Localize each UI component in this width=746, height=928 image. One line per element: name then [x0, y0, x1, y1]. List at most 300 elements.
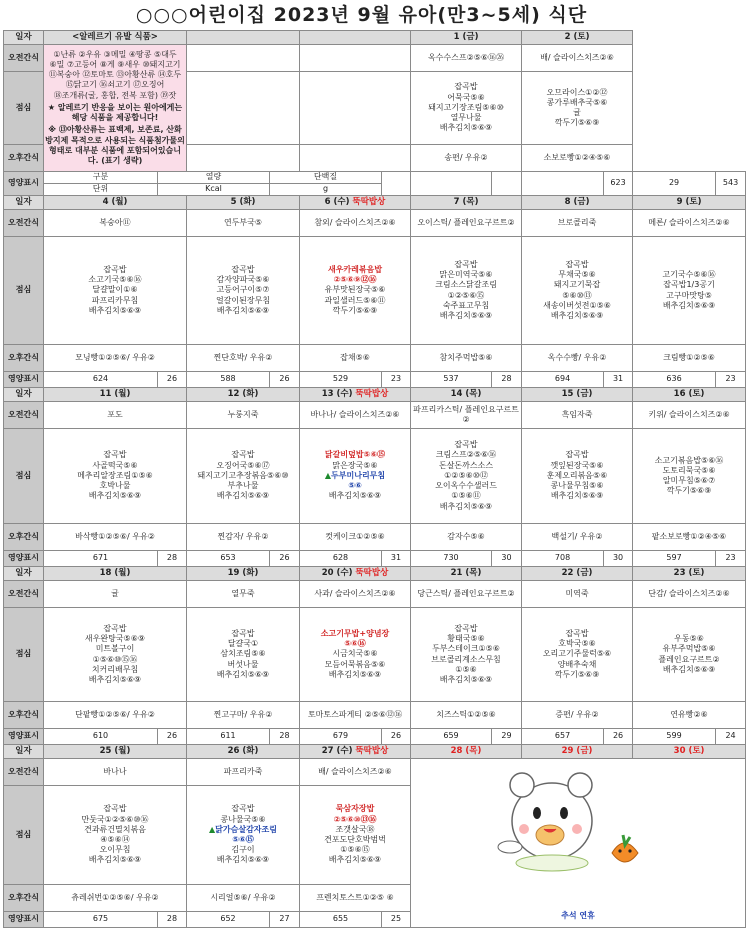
row-label-nutrition: 영양표시	[4, 551, 44, 567]
day-date: 5 (화)	[187, 196, 300, 210]
date-row	[4, 196, 746, 210]
menu-item: 삼치조림⑤⑥	[220, 649, 266, 659]
menu-item: 배추김치⑤⑥⑨	[550, 310, 604, 320]
menu-item: ①⑤⑥⑩⑮⑯	[92, 654, 138, 664]
allergy-line: ①난류 ②우유 ③메밀 ④땅콩 ⑤대두	[53, 49, 177, 59]
menu-item: 크림소스닭갈조림	[435, 280, 497, 290]
day-date: 14 (목)	[411, 388, 522, 402]
row-label-am-snack: 오전간식	[4, 402, 44, 429]
kcal-value	[492, 172, 522, 196]
menu-item: 알미무침⑤⑥⑦	[662, 476, 716, 485]
day-date	[300, 745, 411, 759]
day-date: 1 (금)	[411, 31, 522, 45]
menu-item: 호박국⑤⑥	[558, 639, 596, 649]
menu-item: 호박나물	[99, 481, 131, 491]
lunch-menu	[633, 237, 746, 345]
kcal-value: 671	[44, 551, 158, 567]
menu-item: 깍두기⑤⑥⑨	[554, 118, 600, 128]
kcal-value: 659	[411, 729, 492, 745]
menu-item: 맑은미역국⑤⑥	[439, 270, 493, 280]
tree-menu	[188, 825, 298, 835]
menu-item: 우동⑤⑥	[674, 634, 704, 644]
special-menu-allergens: ②⑤⑥⑨⑫⑯	[333, 275, 377, 285]
menu-item: 잡곡밥1/3공기	[663, 280, 715, 290]
kcal-value: 653	[187, 551, 270, 567]
menu-item: 견과류건멸치볶음	[84, 824, 146, 834]
am-snack: 누룽지죽	[187, 402, 300, 429]
special-day-badge: 뚝딱밥상	[352, 197, 386, 208]
nutrition-head-0: 단위	[44, 184, 158, 196]
pm-snack: 시리얼⑤⑥/ 우유②	[187, 885, 300, 912]
row-label-lunch: 점심	[4, 608, 44, 702]
am-snack: 사과/ 슬라이스치즈②⑥	[300, 581, 411, 608]
menu-item: 잡곡밥	[454, 82, 478, 92]
menu-item: 돼지고기고추장볶음⑤⑥⑩	[197, 470, 289, 480]
kcal-value: 610	[44, 729, 158, 745]
protein-value: 26	[382, 729, 411, 745]
row-label-am-snack: 오전간식	[4, 581, 44, 608]
lunch-menu	[522, 237, 633, 345]
tree-menu-allergens: ⑤⑥⑮	[232, 835, 254, 844]
menu-item: 배추김치⑤⑥⑨	[88, 855, 142, 865]
lunch-menu	[187, 608, 300, 702]
kcal-value: 543	[716, 172, 746, 196]
menu-item: 오이옥수수샐러드	[435, 481, 497, 491]
pm-snack: 옥수수빵/ 우유②	[522, 345, 633, 372]
menu-item: 어묵국⑤⑥	[447, 92, 485, 102]
menu-item: 배추김치⑤⑥⑨	[216, 855, 270, 865]
meal-plan-table	[3, 30, 746, 928]
menu-item: 깍두기⑤⑥⑨	[666, 486, 712, 496]
tree-menu	[301, 471, 409, 481]
row-label-date: 일자	[4, 31, 44, 45]
menu-item: 배추김치⑤⑥⑨	[88, 674, 142, 684]
menu-item: 감자양파국⑤⑥	[216, 275, 270, 285]
menu-item: 모듬어묵볶음⑤⑥	[324, 659, 386, 669]
menu-item: ⑤⑥⑩⑬	[562, 290, 592, 300]
am-snack: 연두부국⑤	[187, 210, 300, 237]
menu-item: 새우완탕국⑤⑥⑨	[84, 634, 146, 644]
menu-item: 시금치국⑤⑥	[332, 649, 378, 659]
am-snack: 파프리카스틱/ 플레인요구르트②	[411, 402, 522, 429]
kcal-value: 628	[300, 551, 382, 567]
lunch-menu	[187, 72, 300, 145]
pm-snack: 소보로빵①②④⑤⑥	[522, 145, 633, 172]
day-date-text: 27 (수)	[321, 746, 356, 757]
pm-snack: 프렌치토스트①②⑤ ⑥	[300, 885, 411, 912]
date-row	[4, 567, 746, 581]
pm-snack	[300, 145, 411, 172]
pm-snack: 모닝빵①②⑤⑥/ 우유②	[44, 345, 187, 372]
protein-value: 26	[604, 729, 633, 745]
kcal-value: 652	[187, 912, 270, 928]
menu-item: 돈살돈까스소스	[438, 460, 494, 470]
menu-item: 오므라이스①②⑫	[546, 87, 608, 97]
menu-item: 잡곡밥	[565, 450, 589, 460]
kcal-value	[382, 172, 411, 196]
tree-icon: ▲	[324, 470, 332, 480]
protein-value: 31	[604, 372, 633, 388]
day-date	[187, 31, 300, 45]
menu-item: 유부주먹밥⑤⑥	[662, 644, 716, 654]
menu-item: 치커리배무침	[91, 664, 139, 674]
menu-item: 부추나물	[227, 481, 259, 491]
menu-item: 배추김치⑤⑥⑨	[216, 669, 270, 679]
protein-value: 31	[382, 551, 411, 567]
pm-snack: 증편/ 우유②	[522, 702, 633, 729]
protein-value: 28	[492, 372, 522, 388]
am-snack: 브로콜리죽	[522, 210, 633, 237]
pm-snack: 백설기/ 우유②	[522, 524, 633, 551]
am-snack: 귤	[44, 581, 187, 608]
menu-item: ①⑤⑥⑮	[340, 845, 370, 855]
row-label-pm-snack: 오후간식	[4, 702, 44, 729]
menu-item: 오징어국⑤⑥⑰	[216, 460, 270, 470]
menu-item: 배추김치⑤⑥⑨	[328, 855, 382, 865]
day-date	[300, 31, 411, 45]
special-menu: 새우카레볶음밥	[327, 264, 383, 274]
pm-snack: 연유빵②⑥	[633, 702, 746, 729]
protein-value: 24	[716, 729, 746, 745]
lunch-menu	[44, 608, 187, 702]
kcal-value: 529	[300, 372, 382, 388]
row-label-nutrition: 영양표시	[4, 372, 44, 388]
menu-item: 배추김치⑤⑥⑨	[439, 674, 493, 684]
row-label-date: 일자	[4, 196, 44, 210]
special-menu: 묵삼자장밥	[335, 804, 375, 814]
lunch-menu	[300, 72, 411, 145]
menu-item: 돼지고기장조림⑤⑥⑩	[428, 102, 504, 112]
menu-item: 잡곡밥	[103, 264, 127, 274]
menu-item: 배추김치⑤⑥⑨	[88, 491, 142, 501]
protein-value: 23	[716, 551, 746, 567]
am-snack: 옥수수스프②⑤⑥⑯㉖	[411, 45, 522, 72]
menu-item: ①②⑤⑥⑮	[447, 290, 485, 300]
protein-value: 29	[633, 172, 716, 196]
am-snack	[300, 45, 411, 72]
nutrition-head-2: 단백질	[270, 172, 382, 184]
menu-item: 황태국⑤⑥	[447, 634, 485, 644]
menu-item: 맑은장국⑤⑥	[332, 460, 378, 470]
menu-item: 배추김치⑤⑥⑨	[439, 501, 493, 511]
lunch-menu	[44, 237, 187, 345]
kcal-value: 623	[604, 172, 633, 196]
menu-item: 고등어구이⑤⑦	[216, 285, 270, 295]
special-day-badge: 뚝딱밥상	[355, 389, 389, 400]
pm-snack: 크림빵①②⑤⑥	[633, 345, 746, 372]
am-snack: 바나나	[44, 759, 187, 786]
menu-item: 브로콜리계소스무침	[431, 654, 501, 664]
menu-item: 잡곡밥	[103, 450, 127, 460]
nutrition-head-2: g	[270, 184, 382, 196]
menu-item: 두부스테이크①⑤⑥	[432, 644, 500, 654]
row-label-date: 일자	[4, 388, 44, 402]
day-date-text: 20 (수)	[321, 568, 356, 579]
day-date: 7 (목)	[411, 196, 522, 210]
menu-item: ④⑤⑥⑭	[100, 835, 130, 844]
kcal-value: 657	[522, 729, 604, 745]
pm-snack: 컷케이크①②⑤⑥	[300, 524, 411, 551]
menu-item: 잡곡밥	[103, 804, 127, 814]
special-menu: 소고기무밥+양념장	[320, 628, 390, 638]
menu-item: 고기국수⑤⑥⑯	[662, 270, 716, 280]
day-date: 29 (금)	[522, 745, 633, 759]
holiday-label: 추석 연휴	[561, 910, 595, 920]
row-label-lunch: 점심	[4, 786, 44, 885]
day-date: 18 (월)	[44, 567, 187, 581]
pm-snack	[187, 145, 300, 172]
special-day-badge: 뚝딱밥상	[355, 568, 389, 579]
allergy-line: ★ 알레르기 반응을 보이는 원아에게는 해당 식품을 제공합니다!	[47, 102, 183, 123]
nutrition-head-1: 열량	[158, 172, 270, 184]
kcal-value: 708	[522, 551, 604, 567]
day-date: 19 (화)	[187, 567, 300, 581]
row-label-pm-snack: 오후간식	[4, 345, 44, 372]
special-menu-allergens: ⑤⑥⑯	[344, 639, 366, 649]
menu-item: 파프리카무침	[91, 295, 139, 305]
menu-item: 훈제오리볶음⑤⑥	[546, 470, 608, 480]
pm-snack: 치즈스틱①②⑤⑥	[411, 702, 522, 729]
menu-item: 배추김치⑤⑥⑨	[328, 491, 382, 501]
menu-item: 오이무침	[99, 845, 131, 855]
menu-item: ①⑤⑥⑪	[451, 491, 481, 501]
day-date: 22 (금)	[522, 567, 633, 581]
menu-item: 유부맛된장국⑤⑥	[324, 285, 386, 295]
day-date: 23 (토)	[633, 567, 746, 581]
holiday-illustration	[412, 761, 744, 911]
row-label-am-snack: 오전간식	[4, 45, 44, 72]
menu-item: 얼갈이된장무침	[215, 295, 271, 305]
day-date	[300, 388, 411, 402]
am-snack: 메론/ 슬라이스치즈②⑥	[633, 210, 746, 237]
row-label-lunch: 점심	[4, 429, 44, 524]
lunch-menu	[411, 237, 522, 345]
day-date: 30 (토)	[633, 745, 746, 759]
am-snack: 키위/ 슬라이스치즈②⑥	[633, 402, 746, 429]
protein-value: 26	[270, 372, 300, 388]
kcal-value: 694	[522, 372, 604, 388]
date-row	[4, 31, 746, 45]
menu-item: 잡곡밥	[231, 804, 255, 814]
allergy-line: ⑮닭고기 ⑯쇠고기 ⑰오징어	[65, 80, 165, 90]
menu-item: 과일샐러드⑤⑥⑪	[324, 295, 386, 305]
tree-menu-label: 닭가슴살감자조림	[215, 824, 277, 834]
lunch-menu	[522, 608, 633, 702]
row-label-nutrition: 영양표시	[4, 729, 44, 745]
am-snack: 열무죽	[187, 581, 300, 608]
lunch-menu	[522, 429, 633, 524]
menu-item: 양배추숙채	[557, 659, 597, 669]
menu-item: 잡곡밥	[231, 450, 255, 460]
kcal-value: 730	[411, 551, 492, 567]
lunch-menu	[187, 429, 300, 524]
menu-item: 숙주표고무침	[442, 300, 490, 310]
day-date: 26 (화)	[187, 745, 300, 759]
day-date	[300, 196, 411, 210]
menu-item: 견포도단호박범벅	[324, 835, 386, 844]
row-label-am-snack: 오전간식	[4, 759, 44, 786]
day-date: 8 (금)	[522, 196, 633, 210]
menu-item: 만둣국①②⑤⑥⑩⑯	[81, 814, 149, 824]
am-snack: 배/ 슬라이스치즈②⑥	[300, 759, 411, 786]
am-snack: 오이스틱/ 플레인요구르트②	[411, 210, 522, 237]
allergy-line: ※ ⑬아황산류는 표백제, 보존료, 산화방지제 목적으로 사용되는 식품첨가물의 형태로 대부분 식품에 포함되어있습니다. (표기 생략)	[45, 125, 185, 166]
menu-item: 고구마맛탕⑤	[666, 290, 712, 300]
day-date	[300, 567, 411, 581]
am-snack: 미역죽	[522, 581, 633, 608]
protein-value: 23	[382, 372, 411, 388]
kcal-value: 679	[300, 729, 382, 745]
protein-value: 30	[492, 551, 522, 567]
am-snack: 배/ 슬라이스치즈②⑥	[522, 45, 633, 72]
day-date: 28 (목)	[411, 745, 522, 759]
allergy-line: ⑥밀 ⑦고등어 ⑧게 ⑨새우 ⑩돼지고기	[49, 59, 181, 69]
pm-snack: 팥소보로빵①②④⑤⑥	[633, 524, 746, 551]
row-label-nutrition: 영양표시	[4, 172, 44, 196]
am-snack: 포도	[44, 402, 187, 429]
kcal-value: 597	[633, 551, 716, 567]
lunch-menu	[300, 786, 411, 885]
menu-item: 도토리묵국⑤⑥	[662, 465, 716, 475]
menu-item: 잡곡밥	[454, 259, 478, 269]
row-label-date: 일자	[4, 567, 44, 581]
menu-item: 잡곡밥	[231, 628, 255, 638]
lunch-menu	[300, 608, 411, 702]
menu-item: 귤	[573, 108, 581, 117]
pm-snack: 토마토스파게티 ②⑤⑥⑫⑯	[300, 702, 411, 729]
am-snack: 당근스틱/ 플레인요구르트②	[411, 581, 522, 608]
menu-item: 배추김치⑤⑥⑨	[88, 305, 142, 315]
kcal-value: 599	[633, 729, 716, 745]
row-label-date: 일자	[4, 745, 44, 759]
menu-item: 콩나물국⑤⑥	[220, 814, 266, 824]
pm-snack: 찐고구마/ 우유②	[187, 702, 300, 729]
day-date: 12 (화)	[187, 388, 300, 402]
kcal-value: 675	[44, 912, 158, 928]
tree-menu-label: 두부미나리무침	[331, 470, 386, 480]
row-label-lunch: 점심	[4, 72, 44, 145]
pm-snack: 찐감자/ 우유②	[187, 524, 300, 551]
menu-item: 열무나물	[450, 113, 482, 123]
lunch-menu	[411, 429, 522, 524]
lunch-menu	[187, 237, 300, 345]
am-snack: 흑임자죽	[522, 402, 633, 429]
menu-item: 깻잎된장국⑤⑥	[550, 460, 604, 470]
mascot-icon	[482, 763, 662, 881]
am-snack: 참외/ 슬라이스치즈②⑥	[300, 210, 411, 237]
day-date-text: 6 (수)	[324, 197, 353, 208]
row-label-nutrition: 영양표시	[4, 912, 44, 928]
menu-item: 달걀국①	[227, 639, 259, 649]
pm-snack: 단팥빵①②⑤⑥/ 우유②	[44, 702, 187, 729]
menu-item: 배추김치⑤⑥⑨	[216, 491, 270, 501]
lunch-menu	[633, 608, 746, 702]
menu-item: 사골떡국⑤⑥	[92, 460, 138, 470]
tree-menu-allergens: ⑤⑥	[348, 481, 362, 491]
menu-item: 배추김치⑤⑥⑨	[550, 491, 604, 501]
date-row	[4, 745, 746, 759]
pm-snack: 찐단호박/ 우유②	[187, 345, 300, 372]
protein-value: 30	[604, 551, 633, 567]
menu-item: 배추김치⑤⑥⑨	[216, 305, 270, 315]
menu-item: ①⑤⑥	[455, 664, 477, 674]
nutrition-head-1: Kcal	[158, 184, 270, 196]
menu-item: 잡곡밥	[565, 259, 589, 269]
protein-value: 26	[158, 372, 187, 388]
lunch-menu	[44, 429, 187, 524]
allergy-note-title: <알레르기 유발 식품>	[44, 31, 187, 45]
pm-snack: 감자수⑤⑥	[411, 524, 522, 551]
protein-value	[522, 172, 604, 196]
day-date-text: 13 (수)	[321, 389, 356, 400]
menu-item: 잡곡밥	[103, 623, 127, 633]
menu-item: 플레인요구르트②	[658, 654, 720, 664]
lunch-menu	[44, 786, 187, 885]
pm-snack: 잡채⑤⑥	[300, 345, 411, 372]
menu-item: 달걀말이①⑥	[92, 285, 138, 295]
menu-item: 배추김치⑤⑥⑨	[439, 310, 493, 320]
special-menu: 닭갈비덮밥⑤⑥⑮	[324, 450, 386, 460]
menu-item: ①②⑤⑥⑩⑫	[444, 470, 488, 480]
kcal-value: 588	[187, 372, 270, 388]
kcal-value: 655	[300, 912, 382, 928]
day-date: 2 (토)	[522, 31, 633, 45]
kcal-value: 611	[187, 729, 270, 745]
menu-item: 잡곡밥	[454, 623, 478, 633]
menu-item: 새송이버섯전①⑤⑥	[543, 300, 611, 310]
allergy-line: ⑪복숭아 ⑫토마토 ⑬아황산류 ⑭호두	[48, 70, 182, 80]
allergy-line: ⑱조개류(굴, 홍합, 전복 포함) ⑲잣	[53, 90, 177, 100]
menu-item: 잡곡밥	[565, 628, 589, 638]
protein-value	[411, 172, 492, 196]
kcal-value: 636	[633, 372, 716, 388]
special-day-badge: 뚝딱밥상	[355, 746, 389, 757]
am-snack: 파프리카죽	[187, 759, 300, 786]
lunch-menu	[300, 237, 411, 345]
am-snack: 단감/ 슬라이스치즈②⑥	[633, 581, 746, 608]
day-date: 15 (금)	[522, 388, 633, 402]
day-date: 11 (월)	[44, 388, 187, 402]
row-label-am-snack: 오전간식	[4, 210, 44, 237]
day-date: 21 (목)	[411, 567, 522, 581]
menu-item: 무채국⑤⑥	[558, 270, 596, 280]
lunch-menu	[411, 608, 522, 702]
protein-value: 26	[158, 729, 187, 745]
pm-snack: 바삭빵①②⑤⑥/ 우유②	[44, 524, 187, 551]
menu-item: 배추김치⑤⑥⑨	[439, 123, 493, 133]
row-label-pm-snack: 오후간식	[4, 145, 44, 172]
menu-item: 오리고기주물럭⑤⑥	[542, 649, 612, 659]
lunch-menu	[411, 72, 522, 145]
am-snack	[187, 45, 300, 72]
menu-item: 배추김치⑤⑥⑨	[328, 669, 382, 679]
kcal-value: 624	[44, 372, 158, 388]
row-label-pm-snack: 오후간식	[4, 885, 44, 912]
am-snack: 바나나/ 슬라이스치즈②⑥	[300, 402, 411, 429]
kcal-value: 537	[411, 372, 492, 388]
menu-item: 깍두기⑤⑥⑨	[332, 305, 378, 315]
menu-item: 배추김치⑤⑥⑨	[662, 300, 716, 310]
menu-item: 미트볼구이	[95, 644, 135, 654]
row-label-pm-snack: 오후간식	[4, 524, 44, 551]
day-date: 4 (월)	[44, 196, 187, 210]
special-menu-allergens: ②⑤⑥⑩⑬⑯	[333, 814, 377, 824]
protein-value: 23	[716, 372, 746, 388]
menu-item: 크림스프②⑤⑥⑯	[435, 450, 497, 460]
menu-item: 깍두기⑤⑥⑨	[554, 669, 600, 679]
menu-item: 콩가루배추국⑤⑥	[546, 97, 608, 107]
menu-item: 메추리알장조림①⑤⑥	[77, 470, 153, 480]
